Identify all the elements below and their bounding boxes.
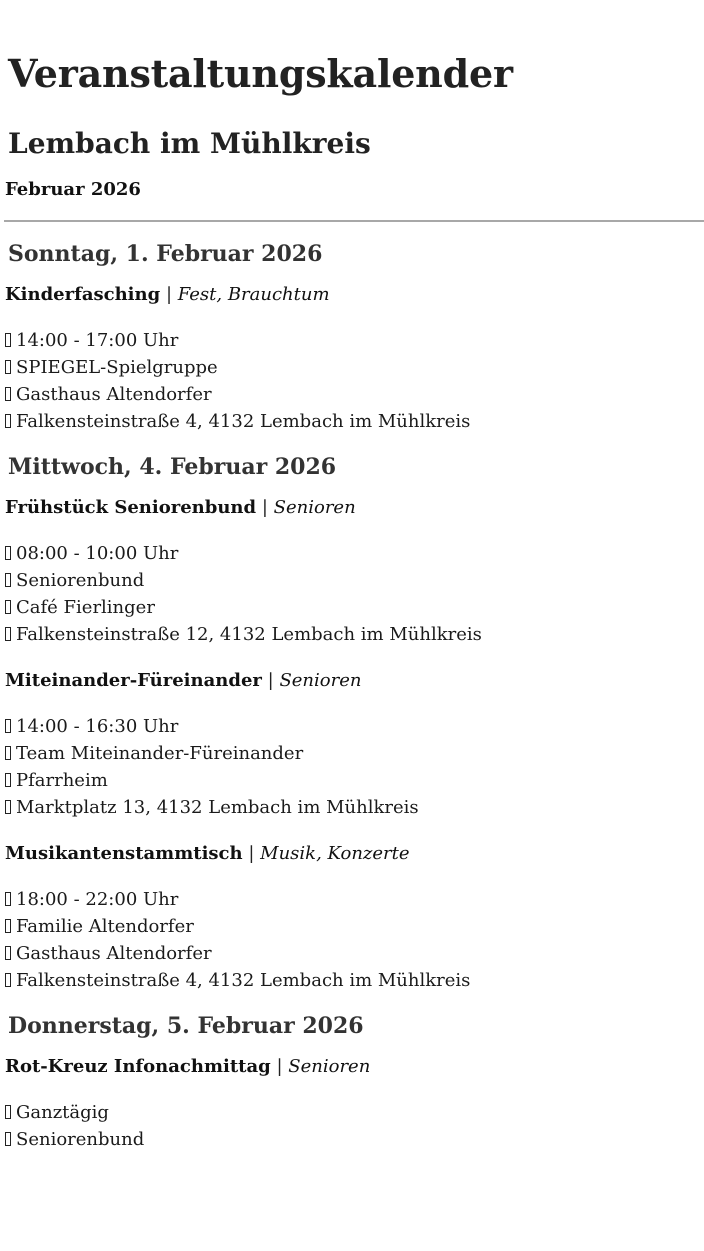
event-time: 14:00 - 16:30 Uhr <box>16 716 179 737</box>
event-venue-row <box>5 381 704 408</box>
event-organizer: Seniorenbund <box>16 570 145 591</box>
event-details <box>5 327 704 435</box>
user-icon <box>5 573 11 587</box>
event-address-row <box>5 408 704 435</box>
event-address: Falkensteinstraße 4, 4132 Lembach im Mühlkreis <box>16 970 471 991</box>
event-organizer: SPIEGEL-Spielgruppe <box>16 357 218 378</box>
event-address: Falkensteinstraße 12, 4132 Lembach im Mühlkreis <box>16 624 482 645</box>
day-section <box>5 240 704 435</box>
event-address: Marktplatz 13, 4132 Lembach im Mühlkreis <box>16 797 419 818</box>
category-separator: | <box>276 1056 283 1077</box>
event-header <box>5 281 704 309</box>
event-address-row <box>5 967 704 994</box>
event-title: Kinderfasching <box>5 284 161 305</box>
event-item <box>5 494 704 648</box>
header-divider <box>4 220 704 222</box>
event-time-row <box>5 327 704 354</box>
page-title: Veranstaltungskalender <box>8 51 513 96</box>
event-venue-row <box>5 594 704 621</box>
event-address: Falkensteinstraße 4, 4132 Lembach im Mühlkreis <box>16 411 471 432</box>
category-separator: | <box>267 670 274 691</box>
day-heading: Mittwoch, 4. Februar 2026 <box>8 454 337 480</box>
event-time-row <box>5 1099 704 1126</box>
event-category: Musik, Konzerte <box>260 843 410 864</box>
user-icon <box>5 360 11 374</box>
event-venue-row <box>5 940 704 967</box>
event-category: Fest, Brauchtum <box>177 284 330 305</box>
day-heading: Sonntag, 1. Februar 2026 <box>8 241 323 267</box>
event-time: 18:00 - 22:00 Uhr <box>16 889 179 910</box>
user-icon <box>5 919 11 933</box>
building-icon <box>5 600 11 614</box>
event-item <box>5 1053 704 1153</box>
day-section <box>5 1012 704 1153</box>
clock-icon <box>5 719 11 733</box>
map-marker-icon <box>5 800 11 814</box>
building-icon <box>5 773 11 787</box>
category-separator: | <box>165 284 173 305</box>
event-title: Frühstück Seniorenbund <box>5 497 257 518</box>
event-address-row <box>5 794 704 821</box>
event-category: Senioren <box>273 497 356 518</box>
event-venue: Café Fierlinger <box>16 597 155 618</box>
event-title: Miteinander-Füreinander <box>5 670 262 691</box>
event-venue-row <box>5 767 704 794</box>
map-marker-icon <box>5 973 11 987</box>
user-icon <box>5 1132 11 1146</box>
user-icon <box>5 746 11 760</box>
event-venue: Gasthaus Altendorfer <box>16 943 212 964</box>
event-details <box>5 713 704 821</box>
event-organizer: Team Miteinander-Füreinander <box>16 743 304 764</box>
municipality-subtitle: Lembach im Mühlkreis <box>8 127 371 160</box>
event-item <box>5 281 704 435</box>
event-category: Senioren <box>288 1056 371 1077</box>
event-header <box>5 1053 704 1081</box>
event-time-row <box>5 713 704 740</box>
clock-icon <box>5 546 11 560</box>
event-organizer: Familie Altendorfer <box>16 916 194 937</box>
event-header <box>5 667 704 695</box>
event-time: 14:00 - 17:00 Uhr <box>16 330 179 351</box>
event-category: Senioren <box>279 670 362 691</box>
event-title: Rot-Kreuz Infonachmittag <box>5 1056 271 1077</box>
category-separator: | <box>261 497 268 518</box>
event-time-row <box>5 540 704 567</box>
building-icon <box>5 387 11 401</box>
event-venue: Pfarrheim <box>16 770 108 791</box>
event-organizer-row <box>5 913 704 940</box>
event-details <box>5 540 704 648</box>
event-time: Ganztägig <box>16 1102 109 1123</box>
event-organizer-row <box>5 740 704 767</box>
event-time: 08:00 - 10:00 Uhr <box>16 543 179 564</box>
event-organizer-row <box>5 354 704 381</box>
category-separator: | <box>248 843 255 864</box>
event-organizer-row <box>5 567 704 594</box>
month-label: Februar 2026 <box>5 179 141 200</box>
event-organizer-row <box>5 1126 704 1153</box>
map-marker-icon <box>5 627 11 641</box>
clock-icon <box>5 892 11 906</box>
clock-icon <box>5 333 11 347</box>
day-section <box>5 453 704 994</box>
event-item <box>5 667 704 821</box>
day-heading: Donnerstag, 5. Februar 2026 <box>8 1013 364 1039</box>
event-details <box>5 1099 704 1153</box>
day-list <box>5 240 704 1153</box>
event-item <box>5 840 704 994</box>
event-header <box>5 494 704 522</box>
event-address-row <box>5 621 704 648</box>
event-details <box>5 886 704 994</box>
map-marker-icon <box>5 414 11 428</box>
event-header <box>5 840 704 868</box>
event-title: Musikantenstammtisch <box>5 843 243 864</box>
event-venue: Gasthaus Altendorfer <box>16 384 212 405</box>
building-icon <box>5 946 11 960</box>
clock-icon <box>5 1105 11 1119</box>
event-time-row <box>5 886 704 913</box>
event-organizer: Seniorenbund <box>16 1129 145 1150</box>
